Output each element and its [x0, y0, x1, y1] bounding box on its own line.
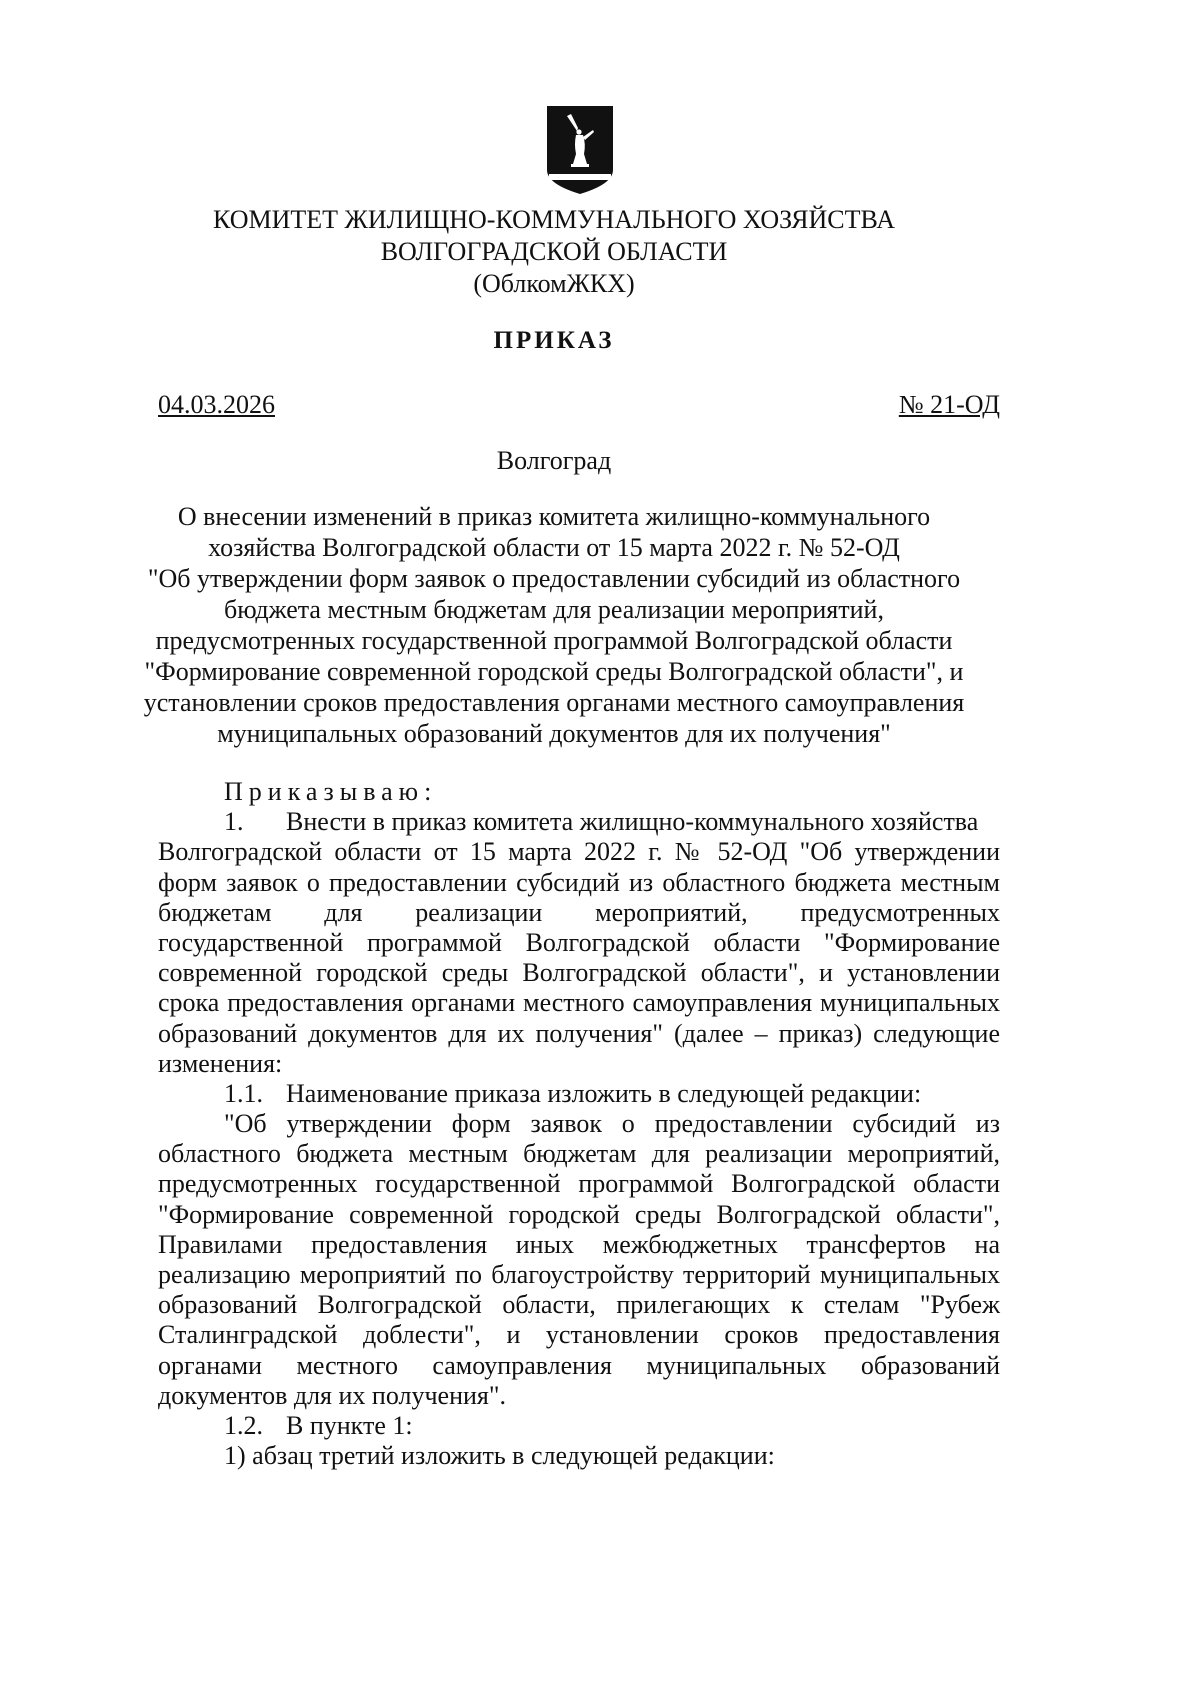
- subject-line: хозяйства Волгоградской области от 15 марта 2022 г. № 52-ОД: [208, 533, 900, 562]
- clause-1-line: Волгоградской области от 15 марта 2022 г. № 52-ОД "Об утверждении: [158, 837, 1000, 867]
- subject-line: муниципальных образований документов для их получения": [217, 719, 891, 748]
- subclause-1: 1) абзац третий изложить в следующей редакции:: [224, 1441, 775, 1471]
- clause-1-first-line: [158, 807, 1000, 837]
- subject-line: О внесении изменений в приказ комитета жилищно-коммунального: [177, 502, 931, 531]
- org-name-line1: КОМИТЕТ ЖИЛИЩНО-КОММУНАЛЬНОГО ХОЗЯЙСТВА: [213, 205, 895, 234]
- quote-line: образований Волгоградской области, прилегающих к стелам "Рубеж: [158, 1290, 1000, 1320]
- subject-line: бюджета местным бюджетам для реализации мероприятий,: [224, 595, 884, 624]
- clause-1-last-line: изменения:: [158, 1048, 283, 1078]
- org-name-abbreviation: (ОблкомЖКХ): [473, 269, 635, 298]
- clause-1-line: современной городской среды Волгоградской области", и установлении: [158, 958, 1000, 988]
- document-number: № 21-ОД: [898, 390, 1000, 419]
- clause-1-line: образований документов для их получения" (далее – приказ) следующие: [158, 1018, 1000, 1048]
- subject-line: "Об утверждении форм заявок о предоставлении субсидий из областного: [147, 564, 961, 593]
- document-city: Волгоград: [496, 446, 612, 475]
- quote-line: Правилами предоставления иных межбюджетных трансфертов на: [158, 1229, 1000, 1259]
- subject-line: "Формирование современной городской среды Волгоградской области", и: [144, 657, 964, 686]
- clause-1-line: срока предоставления органами местного самоуправления муниципальных: [158, 988, 1000, 1018]
- clause-1-1-number: 1.1.: [224, 1078, 263, 1108]
- clause-1-2: [158, 1411, 1000, 1441]
- clause-1-first-text: Внести в приказ комитета жилищно-коммунального хозяйства: [286, 807, 979, 837]
- clause-1-line: государственной программой Волгоградской области "Формирование: [158, 927, 1000, 957]
- clause-1-number: 1.: [224, 807, 244, 837]
- clause-1-line: форм заявок о предоставлении субсидий из областного бюджета местным: [158, 867, 1000, 897]
- quote-first-line: "Об утверждении форм заявок о предоставлении субсидий из: [224, 1109, 1000, 1139]
- quote-line: органами местного самоуправления муниципальных образований: [158, 1350, 1000, 1380]
- organization-header: [0, 204, 1108, 300]
- volgograd-emblem-icon: [545, 104, 615, 196]
- quote-line: предусмотренных государственной программой Волгоградской области: [158, 1169, 1000, 1199]
- clause-1-1: [158, 1079, 1000, 1109]
- document-subject: [0, 501, 1108, 749]
- subject-line: установлении сроков предоставления органами местного самоуправления: [143, 688, 965, 717]
- quote-last-line: документов для их получения".: [158, 1380, 506, 1410]
- clause-1-2-text: В пункте 1:: [286, 1410, 413, 1440]
- quote-line: областного бюджета местным бюджетам для реализации мероприятий,: [158, 1139, 1000, 1169]
- org-name-line2: ВОЛГОГРАДСКОЙ ОБЛАСТИ: [380, 237, 728, 266]
- subject-line: предусмотренных государственной программой Волгоградской области: [155, 626, 953, 655]
- document-body: [158, 777, 1000, 1471]
- quote-line: "Формирование современной городской среды Волгоградской области",: [158, 1199, 1000, 1229]
- document-date: 04.03.2026: [158, 390, 275, 419]
- clause-1-1-text: Наименование приказа изложить в следующей редакции:: [286, 1078, 922, 1108]
- order-word: Приказываю:: [224, 777, 438, 806]
- quote-line: Сталинградской доблести", и установлении сроков предоставления: [158, 1320, 1000, 1350]
- clause-1-line: бюджетам для реализации мероприятий, предусмотренных: [158, 897, 1000, 927]
- quote-line: реализацию мероприятий по благоустройству территорий муниципальных: [158, 1260, 1000, 1289]
- clause-1-2-number: 1.2.: [224, 1410, 263, 1440]
- document-title: ПРИКАЗ: [493, 327, 615, 354]
